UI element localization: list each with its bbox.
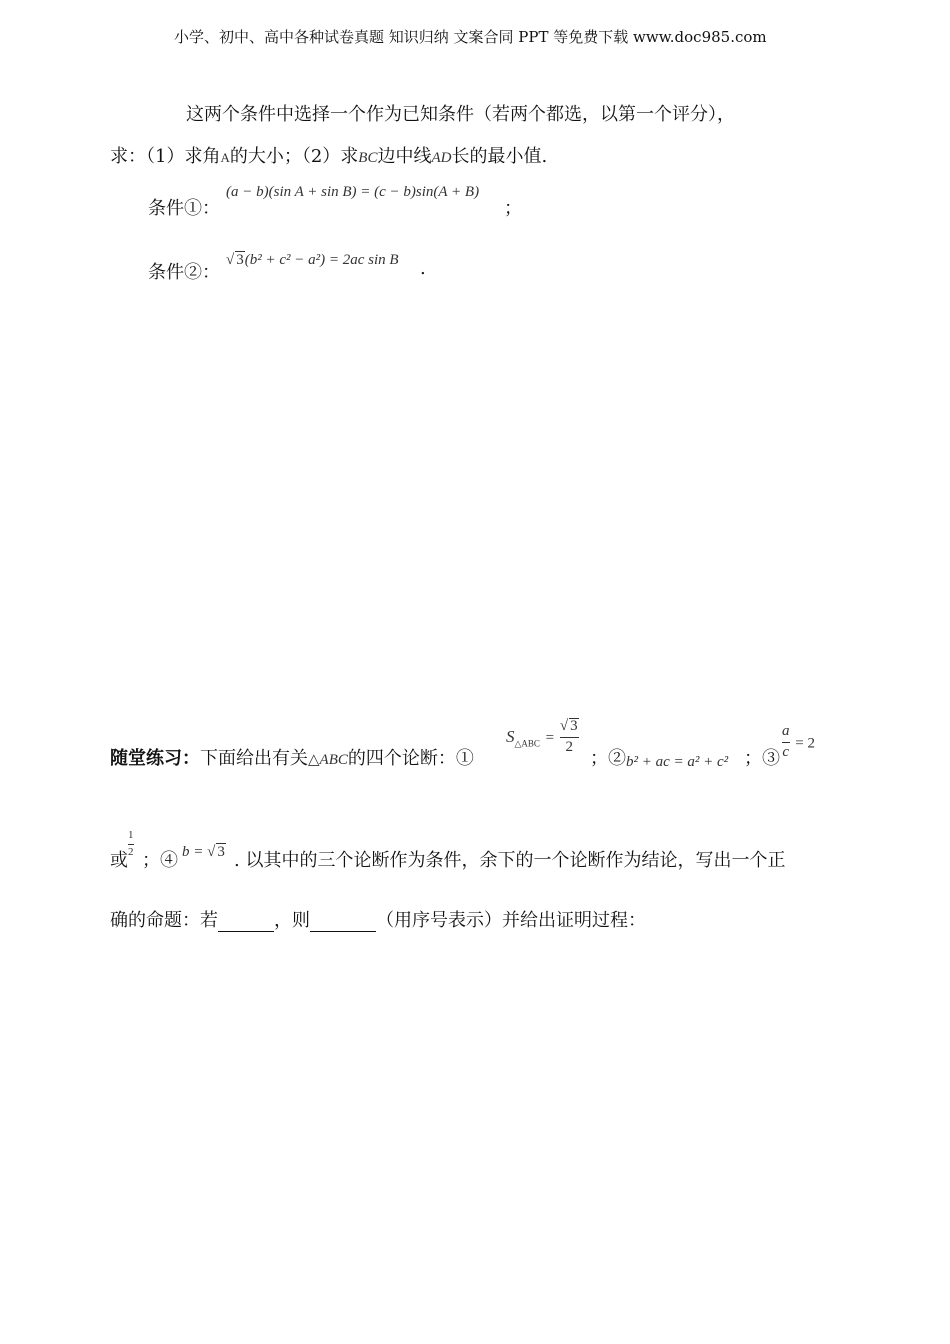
den-2: 2 (565, 738, 573, 755)
practice-line-3 (110, 906, 646, 932)
condition-2-formula: (b² + c² − a²) = 2ac sin B (244, 252, 399, 268)
assertion-4-b: b = (182, 844, 208, 860)
area-subscript: △ABC (514, 738, 540, 749)
problem-question (110, 142, 547, 168)
condition-2-sqrt: 3 (236, 252, 244, 268)
assertion-2 (590, 744, 626, 770)
equals-1: = (545, 729, 555, 746)
sqrt3-over-2: $\frac{√ 3}{2}$ (559, 718, 578, 755)
sep-1: ；② (590, 748, 626, 769)
condition-1-formula: (a − b)(sin A + sin B) = (c − b)sin(A + B) (226, 184, 480, 200)
condition-1-end: ； (504, 198, 522, 219)
condition-2-formula-wrap: √ 3(b² + c² − a²) = 2ac sin B (226, 252, 399, 268)
or-text: 或 (110, 850, 128, 871)
q-end: 长的最小值. (451, 146, 548, 167)
assertion-3-rhs: = 2 (795, 735, 815, 752)
practice-text-3-wrap (234, 846, 785, 872)
frac-a: a (782, 723, 790, 739)
blank-then[interactable] (310, 910, 376, 932)
angle-a: A (220, 150, 230, 165)
condition-2-end: . (420, 258, 426, 279)
practice-text-4b: ，则 (274, 910, 310, 931)
assertion-1 (506, 718, 579, 756)
practice-line-2 (110, 846, 128, 872)
blank-if[interactable] (218, 910, 274, 932)
sep-2: ；③ (744, 748, 780, 769)
assertion-4 (142, 846, 178, 872)
q-mid1: 的大小；（2）求 (229, 146, 359, 167)
a-over-c (782, 724, 790, 761)
sqrt3-num: 3 (570, 718, 578, 734)
practice-title: 随堂练习： (110, 748, 200, 769)
median-ad: AD (431, 150, 452, 166)
half-frac-wrap (128, 830, 134, 858)
assertion-3 (782, 724, 815, 761)
assertion-2-formula: b² + ac = a² + c² (626, 754, 729, 770)
q-prefix: 求：（1）求角 (110, 146, 221, 167)
condition-2-label: 条件②： (148, 262, 220, 283)
triangle-abc: △ABC (308, 752, 348, 768)
assertion-4-formula-wrap: b = √ 3 (182, 844, 225, 860)
assertion-3-sep-wrap (744, 744, 780, 770)
condition-1-formula-wrap (226, 180, 479, 201)
one-half (128, 830, 134, 858)
intro-text: 这两个条件中选择一个作为已知条件（若两个都选，以第一个评分）， (186, 104, 735, 125)
problem-intro (186, 100, 735, 126)
half-num: 1 (128, 829, 134, 841)
area-s: S (506, 726, 515, 746)
practice-text-2: 的四个论断：① (347, 748, 474, 769)
practice-line-1 (110, 744, 474, 770)
sep-3: ；④ (142, 850, 178, 871)
q-mid2: 边中线 (377, 146, 432, 167)
assertion-2-formula-wrap (626, 750, 728, 771)
page-header (174, 26, 767, 47)
condition-2 (148, 258, 220, 284)
practice-text-1: 下面给出有关 (200, 748, 308, 769)
half-den: 2 (128, 845, 134, 858)
frac-c: c (782, 743, 790, 760)
condition-1-end-wrap (504, 194, 522, 220)
condition-1-label: 条件①： (148, 198, 220, 219)
condition-1 (148, 194, 220, 220)
side-bc: BC (358, 150, 378, 166)
assertion-4-sqrt: 3 (217, 844, 225, 860)
practice-text-4a: 确的命题：若 (110, 910, 218, 931)
practice-text-3: . 以其中的三个论断作为条件，余下的一个论断作为结论，写出一个正 (234, 850, 786, 871)
condition-2-end-wrap (420, 258, 426, 279)
header-text: 小学、初中、高中各种试卷真题 知识归纳 文案合同 PPT 等免费下载 www.doc985.com (174, 28, 767, 46)
practice-text-4c: （用序号表示）并给出证明过程： (376, 910, 646, 931)
